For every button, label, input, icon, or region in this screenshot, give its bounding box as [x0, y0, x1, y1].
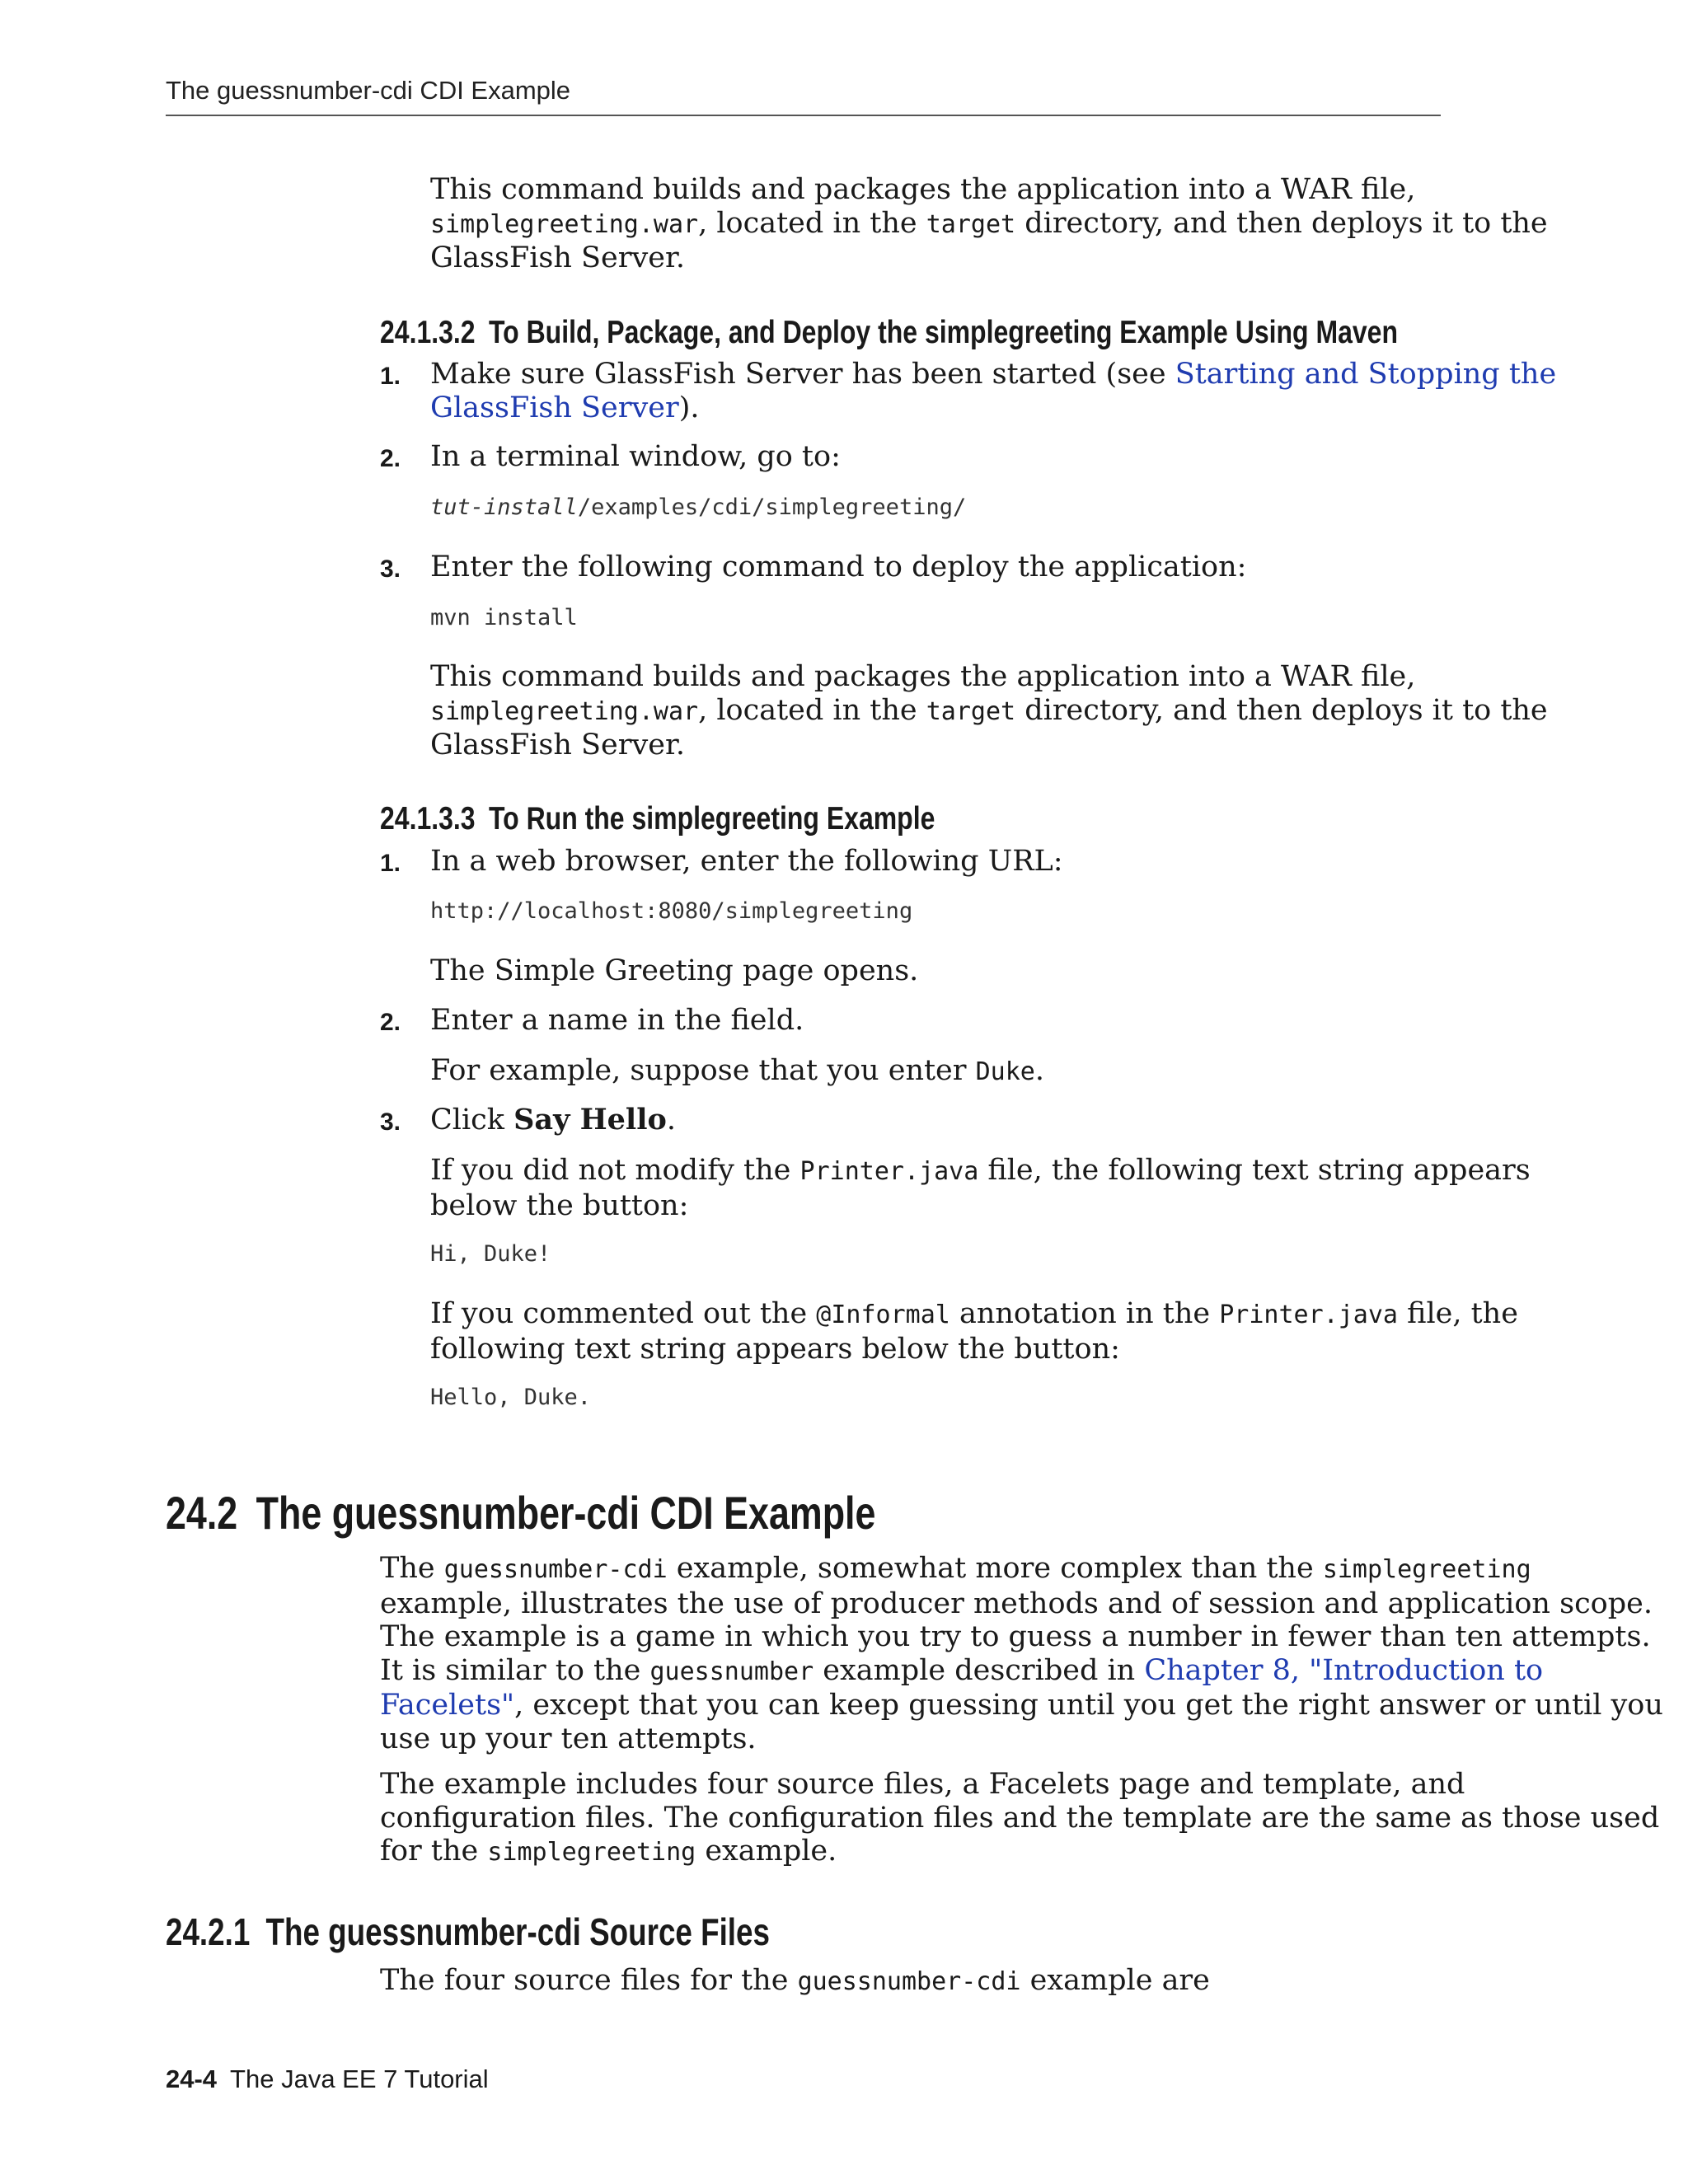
- code-path: tut-install/examples/cdi/simplegreeting/: [430, 494, 967, 520]
- code-command: mvn install: [430, 605, 578, 630]
- link-starting-stopping-glassfish[interactable]: Starting and Stopping the: [1175, 358, 1557, 391]
- step-number: 1.: [380, 363, 401, 390]
- step-number: 3.: [380, 555, 401, 583]
- step-text: Enter the following command to deploy the application:: [430, 551, 1247, 583]
- step-number: 2.: [380, 445, 401, 472]
- section-heading-24-2-1: 24.2.1 The guessnumber-cdi Source Files: [166, 1910, 770, 1953]
- link-chapter-8[interactable]: Chapter 8, "Introduction to: [1144, 1653, 1544, 1687]
- step-number: 2.: [380, 1009, 401, 1036]
- step-text: Enter a name in the field.: [430, 1004, 804, 1037]
- code-output: Hi, Duke!: [430, 1241, 551, 1267]
- step-number: 3.: [380, 1108, 401, 1136]
- section-paragraph: The guessnumber-cdi example, somewhat more complex than the simplegreeting example, illustrates the use of producer methods and of session and application scope. The example is a game in which you try to guess a number in fewer than ten attempts. It is similar to the guessnumber example described in Chapter 8, "Introduction to Facelets", except that you can keep guessing until you get the right answer or until you use up your ten attempts.: [380, 1552, 1663, 1755]
- section-paragraph: The example includes four source files, a Facelets page and template, and configuration files. The configuration files and the template are the same as those used for the simplegreeting example.: [380, 1768, 1660, 1868]
- step-text: In a web browser, enter the following URL:: [430, 845, 1063, 878]
- page-footer: [166, 2064, 489, 2094]
- step-number: 1.: [380, 850, 401, 877]
- running-header: The guessnumber-cdi CDI Example: [166, 76, 571, 105]
- step-text: Make sure GlassFish Server has been started (see Starting and Stopping the GlassFish Server).: [430, 358, 1557, 424]
- header-rule: [166, 115, 1441, 116]
- code-output: Hello, Duke.: [430, 1385, 592, 1410]
- step-paragraph: For example, suppose that you enter Duke.: [430, 1054, 1045, 1087]
- step-paragraph: If you commented out the @Informal annotation in the Printer.java file, the following text string appears below the button:: [430, 1297, 1518, 1366]
- section-heading-24-2: 24.2 The guessnumber-cdi CDI Example: [166, 1487, 876, 1539]
- intro-paragraph: This command builds and packages the application into a WAR file, simplegreeting.war, located in the target directory, and then deploys it to the GlassFish Server.: [430, 173, 1548, 274]
- step-paragraph: This command builds and packages the application into a WAR file, simplegreeting.war, located in the target directory, and then deploys it to the GlassFish Server.: [430, 660, 1548, 762]
- step-text: In a terminal window, go to:: [430, 440, 841, 473]
- step-text: Click Say Hello.: [430, 1103, 676, 1137]
- step-paragraph: The Simple Greeting page opens.: [430, 954, 919, 987]
- book-title: The Java EE 7 Tutorial: [230, 2064, 489, 2093]
- section-heading-24-1-3-2: 24.1.3.2 To Build, Package, and Deploy the simplegreeting Example Using Maven: [380, 315, 1398, 350]
- section-heading-24-1-3-3: 24.1.3.3 To Run the simplegreeting Example: [380, 801, 935, 837]
- section-paragraph: The four source files for the guessnumber-cdi example are: [380, 1964, 1210, 1997]
- link-chapter-8-cont[interactable]: Facelets": [380, 1689, 515, 1722]
- step-paragraph: If you did not modify the Printer.java file, the following text string appears below the button:: [430, 1154, 1531, 1222]
- page-number: 24-4: [166, 2064, 218, 2093]
- code-url: http://localhost:8080/simplegreeting: [430, 898, 913, 924]
- link-starting-stopping-glassfish-cont[interactable]: GlassFish Server: [430, 391, 679, 424]
